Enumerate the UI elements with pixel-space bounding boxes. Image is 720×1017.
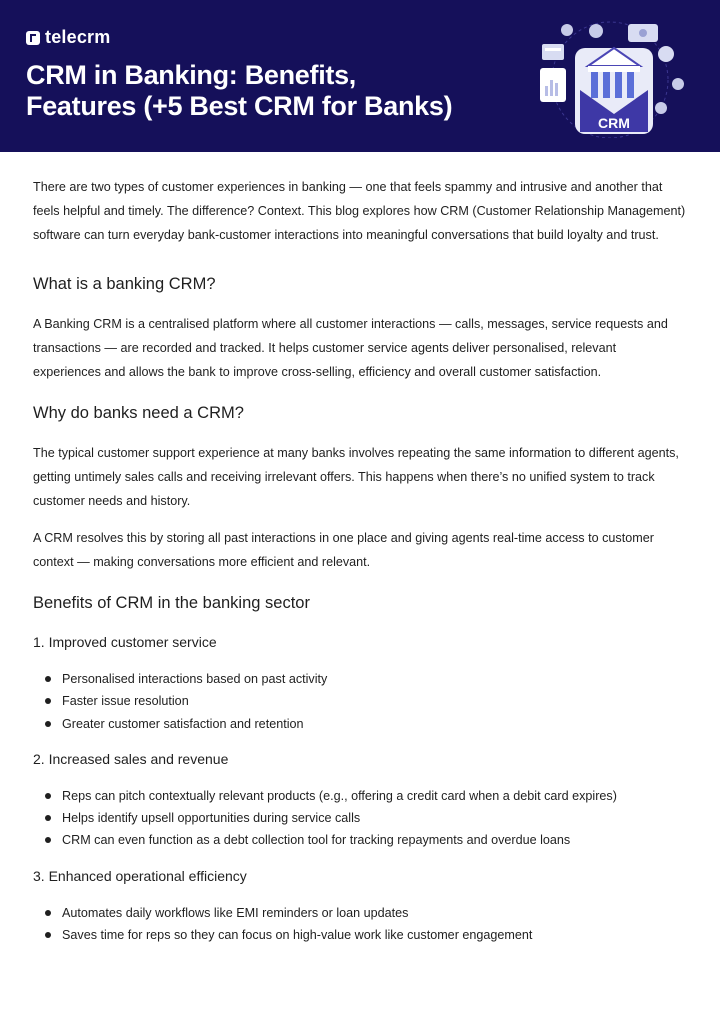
subheading-operational-efficiency: 3. Enhanced operational efficiency [33,867,247,884]
page-title [26,60,516,122]
list-item: Faster issue resolution [33,690,687,712]
logo-text: telecrm [45,27,111,47]
subheading-increased-sales: 2. Increased sales and revenue [33,750,229,767]
section-heading-what-is-banking-crm: What is a banking CRM? [33,275,216,293]
illustration-label: CRM [598,115,630,131]
telecrm-logo [26,27,110,48]
list-improved-customer-service [33,668,687,735]
list-item: Saves time for reps so they can focus on high-value work like customer engagement [33,924,687,946]
article-body [0,175,720,946]
list-increased-sales [33,785,687,852]
telecrm-logo-icon [26,31,40,45]
list-item: Automates daily workflows like EMI reminders or loan updates [33,902,687,924]
section-why-paragraph-2: A CRM resolves this by storing all past interactions in one place and giving agents real-time access to customer context — making conversations more efficient and relevant. [33,531,654,569]
page-header [0,0,720,152]
section-heading-benefits: Benefits of CRM in the banking sector [33,594,310,612]
section-what-is-paragraph: A Banking CRM is a centralised platform where all customer interactions — calls, messages, service requests and transactions — are recorded and tracked. It helps customer service agents deliver personalised, relevant experiences and allows the bank to improve cross-selling, efficiency and overall customer satisfaction. [33,317,668,379]
list-item: Greater customer satisfaction and retention [33,713,687,735]
title-line-2: Features (+5 Best CRM for Banks) [26,91,453,121]
list-operational-efficiency [33,902,687,947]
section-why-paragraph-1: The typical customer support experience at many banks involves repeating the same information to different agents, getting untimely sales calls and receiving irrelevant offers. This happens when there’s no unified system to track customer needs and history. [33,446,679,508]
bank-crm-envelope-icon [528,18,693,138]
list-item: Personalised interactions based on past activity [33,668,687,690]
title-line-1: CRM in Banking: Benefits, [26,60,357,90]
list-item: Reps can pitch contextually relevant products (e.g., offering a credit card when a debit card expires) [33,785,687,807]
list-item: Helps identify upsell opportunities during service calls [33,807,687,829]
subheading-improved-customer-service: 1. Improved customer service [33,634,217,650]
list-item: CRM can even function as a debt collection tool for tracking repayments and overdue loans [33,829,687,851]
section-heading-why-banks-need-crm: Why do banks need a CRM? [33,404,244,422]
intro-paragraph: There are two types of customer experiences in banking — one that feels spammy and intrusive and another that feels helpful and timely. The difference? Context. This blog explores how CRM (Customer Relationship Management) software can turn everyday bank-customer interactions into meaningful conversations that build loyalty and trust. [33,180,686,242]
